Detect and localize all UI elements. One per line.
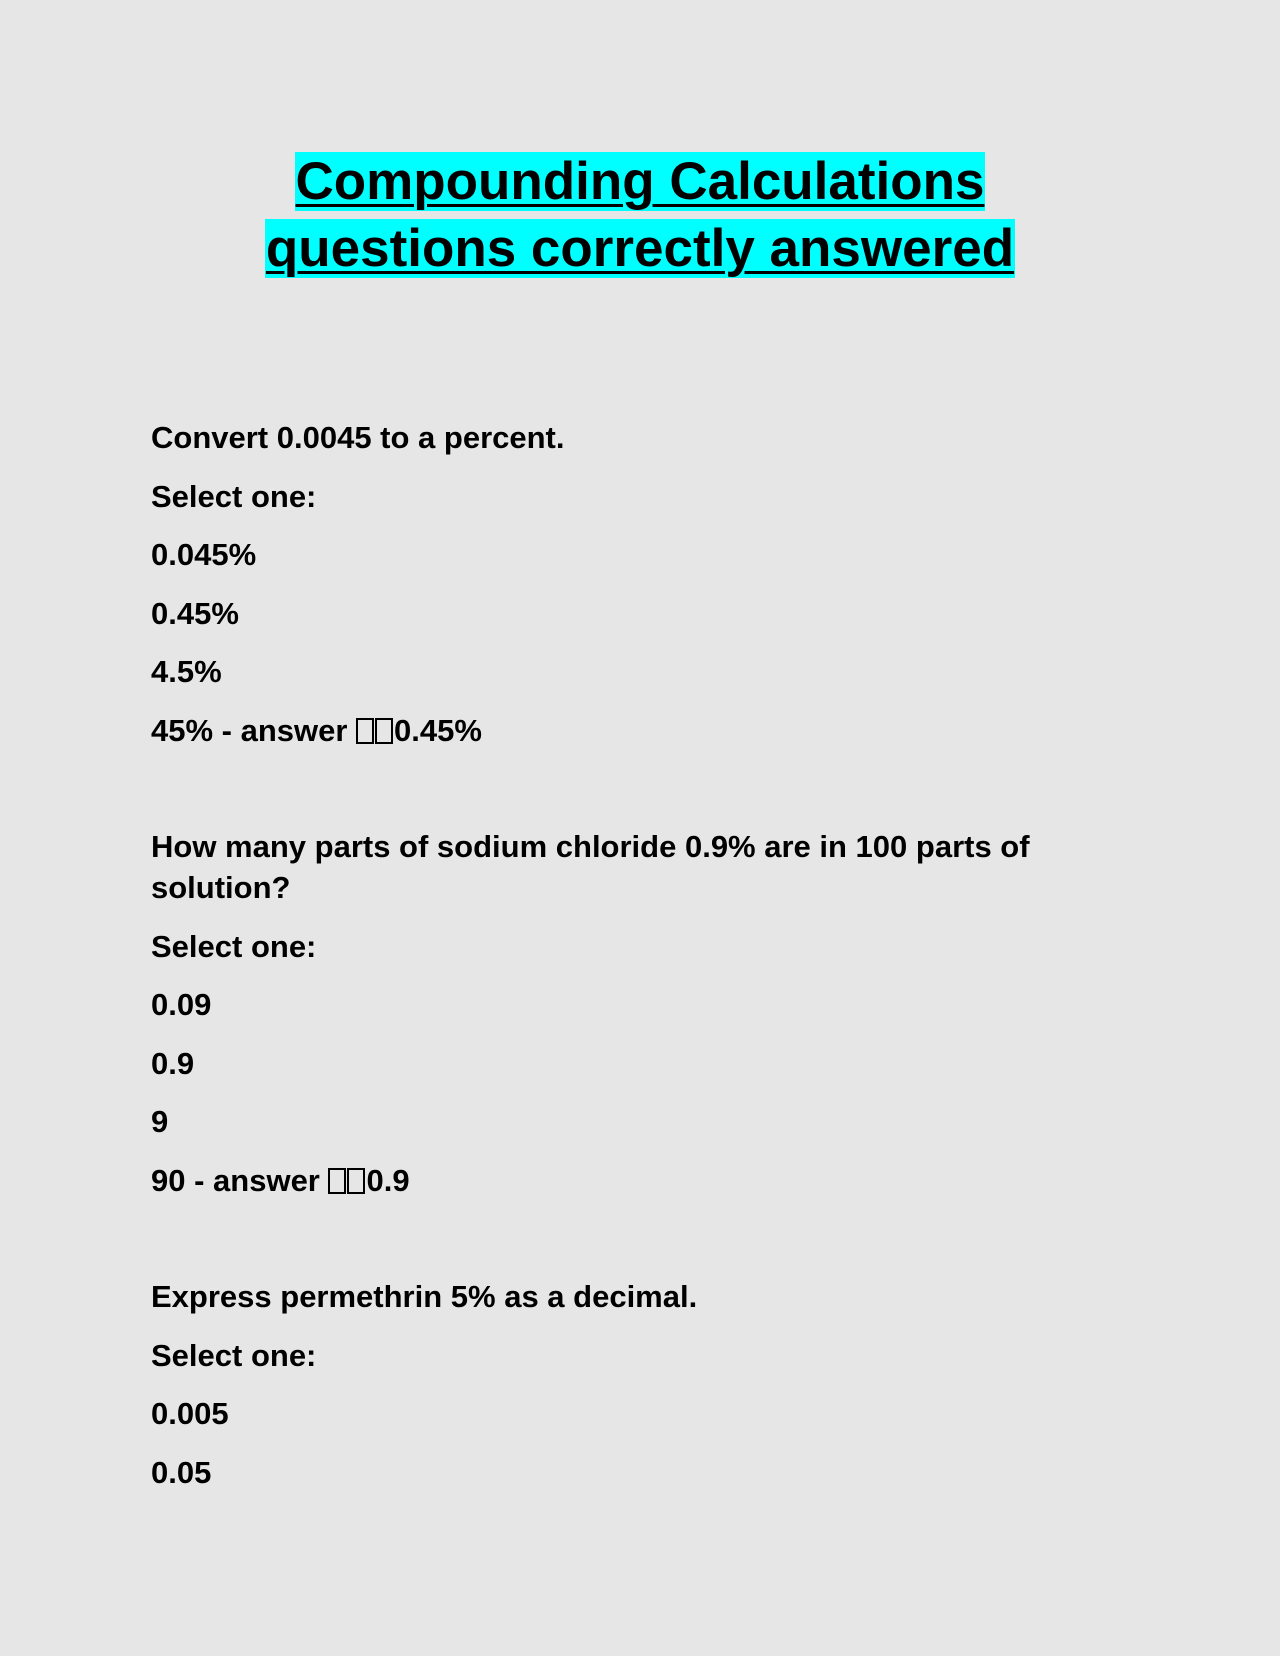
- answer-value: 0.45%: [394, 712, 482, 748]
- option-with-answer: [151, 1160, 1131, 1201]
- option: 0.9: [151, 1045, 195, 1081]
- question-text: Convert 0.0045 to a percent.: [151, 420, 565, 455]
- answer-label: - answer: [185, 1162, 329, 1198]
- question-text: Express permethrin 5% as a decimal.: [151, 1279, 698, 1314]
- option: 90: [151, 1162, 186, 1198]
- missing-glyph-icon: [328, 1168, 346, 1194]
- answer-label: - answer: [213, 712, 357, 748]
- option: 0.045%: [151, 537, 257, 572]
- option: 9: [151, 1104, 169, 1139]
- select-one-prompt: Select one:: [151, 1337, 317, 1373]
- question-block: [151, 1276, 1131, 1493]
- answer-value: 0.9: [366, 1162, 410, 1198]
- question-block: [151, 417, 1131, 751]
- missing-glyph-icon: [375, 718, 393, 744]
- select-one-prompt: Select one:: [151, 478, 317, 514]
- document-title: [0, 148, 1280, 282]
- title-line-2: questions correctly answered: [265, 219, 1015, 278]
- select-one-prompt: Select one:: [151, 928, 317, 964]
- question-block: [151, 826, 1131, 1201]
- option-with-answer: [151, 710, 1131, 751]
- option: 0.05: [151, 1454, 212, 1490]
- missing-glyph-icon: [356, 718, 374, 744]
- question-text: How many parts of sodium chloride 0.9% are in 100 parts of solution?: [151, 829, 1030, 905]
- option: 0.09: [151, 987, 212, 1022]
- option: 45%: [151, 712, 214, 748]
- option: 0.005: [151, 1396, 229, 1431]
- document-body: [151, 417, 1131, 1510]
- option: 0.45%: [151, 595, 239, 631]
- title-line-1: Compounding Calculations: [295, 152, 985, 211]
- option: 4.5%: [151, 654, 222, 689]
- missing-glyph-icon: [347, 1168, 365, 1194]
